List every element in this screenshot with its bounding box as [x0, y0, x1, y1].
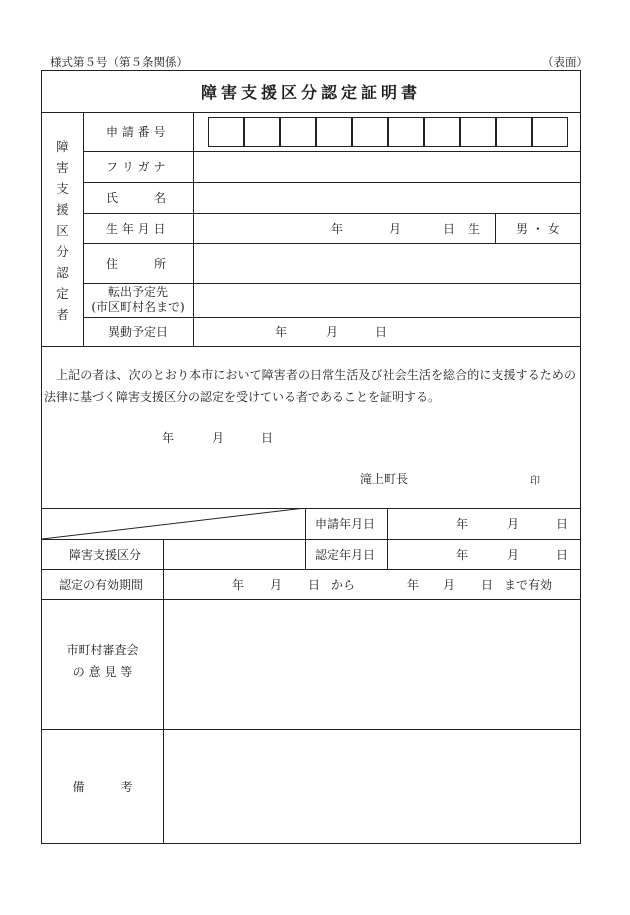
birth-month-unit: 月 — [389, 221, 402, 236]
side-label: （表面） — [542, 55, 588, 69]
cert-date-day-unit: 日 — [556, 547, 569, 562]
cert-year-unit: 年 — [162, 430, 175, 445]
validity-until-text: まで有効 — [504, 577, 553, 592]
label-transfer-destination: 転出予定先 (市区町村名まで) — [91, 285, 185, 314]
application-number-digit-3[interactable] — [280, 117, 316, 147]
transfer-destination-field[interactable] — [194, 284, 580, 317]
change-day-unit: 日 — [375, 325, 388, 339]
validity-until-year: 年 — [407, 577, 420, 592]
label-support-category: 障害支援区分 — [69, 547, 142, 562]
council-opinion-field[interactable] — [164, 600, 580, 729]
application-number-digit-4[interactable] — [316, 117, 352, 147]
application-number-digit-2[interactable] — [244, 117, 280, 147]
vertical-label-certified-person: 障 害 支 援 区 分 認 定 者 — [56, 138, 69, 322]
application-number-digit-10[interactable] — [532, 117, 568, 147]
validity-from-month: 月 — [270, 577, 283, 592]
label-remarks: 備 考 — [72, 780, 133, 794]
issuer-name: 滝上町長 — [360, 471, 409, 486]
cert-day-unit: 日 — [261, 430, 274, 445]
change-month-unit: 月 — [326, 325, 339, 339]
label-council-opinion: 市町村審査会 の 意 見 等 — [66, 643, 139, 679]
address-field[interactable] — [194, 244, 580, 283]
birth-year-unit: 年 — [331, 221, 344, 236]
validity-until-day: 日 — [481, 577, 494, 592]
label-birthdate: 生 年 月 日 — [106, 221, 166, 236]
label-change-date: 異動予定日 — [108, 325, 169, 339]
birth-day-unit: 日 — [443, 221, 456, 236]
birth-suffix: 生 — [468, 221, 481, 236]
validity-from-year: 年 — [232, 577, 245, 592]
diagonal-slash — [42, 508, 306, 540]
validity-from-text: から — [331, 577, 356, 592]
application-number-digit-9[interactable] — [496, 117, 532, 147]
certificate-form — [41, 70, 581, 844]
label-address: 住 所 — [106, 256, 167, 271]
application-number-digit-6[interactable] — [388, 117, 424, 147]
label-furigana: フ リ ガ ナ — [106, 160, 166, 174]
cert-date-year-unit: 年 — [456, 547, 469, 562]
app-year-unit: 年 — [456, 517, 469, 531]
furigana-field[interactable] — [194, 152, 580, 182]
validity-until-month: 月 — [443, 577, 456, 592]
cert-month-unit: 月 — [212, 430, 225, 445]
label-validity-period: 認定の有効期間 — [59, 577, 144, 592]
application-number-digit-7[interactable] — [424, 117, 460, 147]
cert-date-month-unit: 月 — [507, 547, 520, 562]
application-number-digit-5[interactable] — [352, 117, 388, 147]
label-name: 氏 名 — [106, 191, 167, 205]
label-application-date: 申請年月日 — [315, 517, 376, 531]
app-day-unit: 日 — [556, 517, 569, 531]
application-number-digit-1[interactable] — [208, 117, 244, 147]
form-number: 様式第５号（第５条関係） — [50, 55, 188, 69]
form-title: 障害支援区分認定証明書 — [200, 83, 421, 102]
application-number-digit-8[interactable] — [460, 117, 496, 147]
validity-from-day: 日 — [308, 577, 321, 592]
remarks-field[interactable] — [164, 730, 580, 844]
certification-text: 上記の者は、次のとおり本市において障害者の日常生活及び社会生活を総合的に支援するための法律に基づく障害支援区分の認定を受けている者であることを証明する。 — [44, 368, 576, 404]
gender-selector[interactable]: 男 ・ 女 — [516, 221, 560, 236]
support-category-field[interactable] — [164, 540, 305, 569]
name-field[interactable] — [194, 183, 580, 213]
seal-mark: 印 — [530, 475, 540, 487]
change-year-unit: 年 — [275, 325, 288, 339]
label-certified-date: 認定年月日 — [315, 547, 376, 562]
app-month-unit: 月 — [507, 517, 520, 531]
label-application-number: 申 請 番 号 — [106, 125, 166, 139]
